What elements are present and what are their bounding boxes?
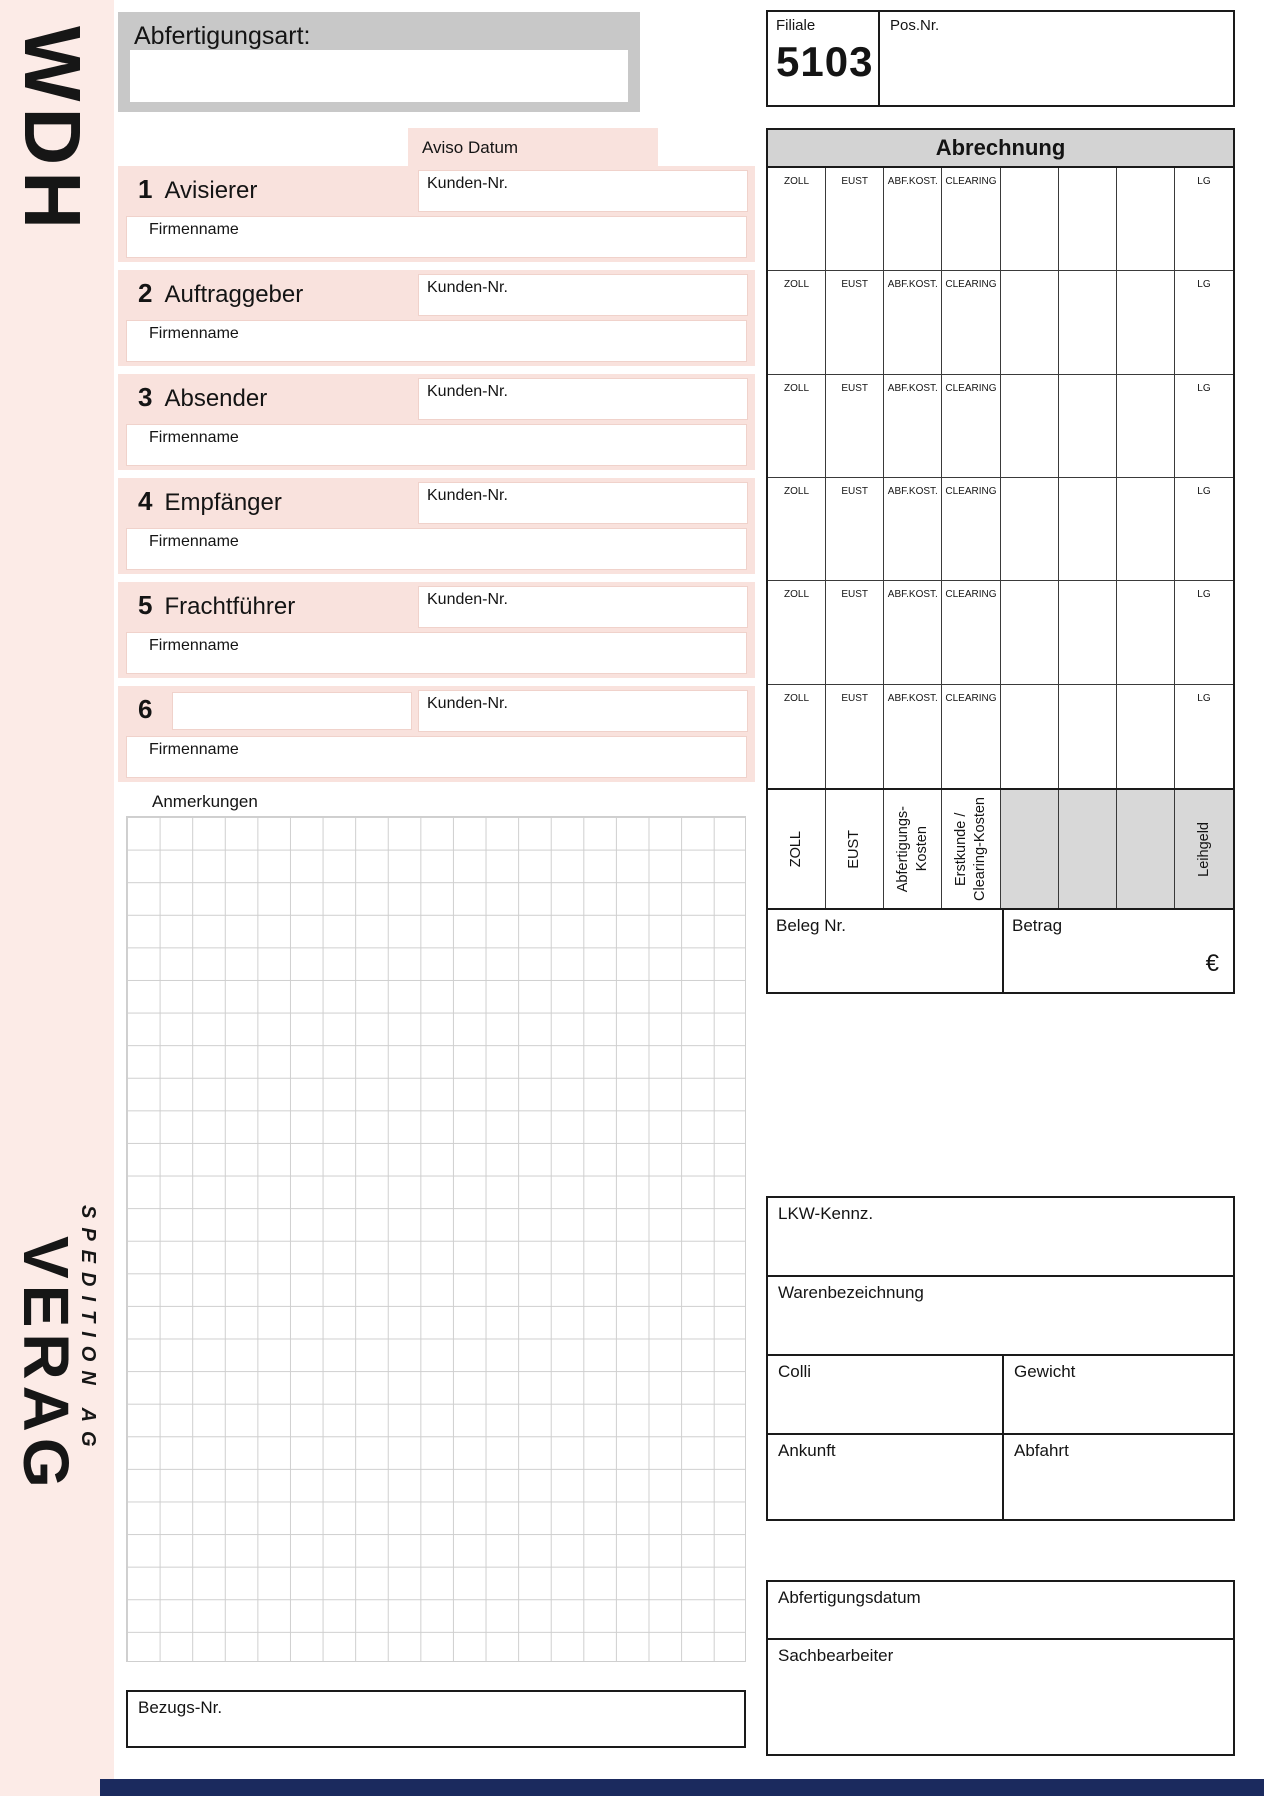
abrechnung-column-label: ZOLL [784, 382, 810, 394]
abfahrt-field[interactable] [1004, 1435, 1233, 1519]
abrechnung-column-label: ZOLL [784, 692, 810, 704]
abrechnung-footer-label: Abfertigungs- Kosten [894, 805, 930, 893]
filiale-posnr-box [766, 10, 1235, 107]
warenbezeichnung-field[interactable] [768, 1277, 1233, 1356]
abrechnung-cell[interactable] [884, 685, 942, 788]
form-code-wdh: WDH [8, 26, 97, 236]
ankunft-abfahrt-row [768, 1435, 1233, 1519]
abrechnung-cell[interactable] [1175, 685, 1233, 788]
abrechnung-cell[interactable] [768, 271, 826, 374]
processing-box [766, 1580, 1235, 1756]
brand-sidebar [0, 0, 114, 1796]
filiale-cell [768, 12, 880, 105]
anmerkungen-grid-field[interactable] [126, 816, 746, 1662]
abrechnung-cell[interactable] [1001, 685, 1059, 788]
party-number: 1 [138, 174, 153, 204]
abrechnung-footer-cell[interactable] [826, 790, 884, 908]
bezugs-nr-label: Bezugs-Nr. [138, 1698, 223, 1717]
colli-label: Colli [778, 1362, 812, 1381]
gewicht-label: Gewicht [1014, 1362, 1076, 1381]
filiale-label: Filiale [776, 17, 816, 34]
aviso-datum-label: Aviso Datum [422, 138, 519, 157]
abrechnung-column-label: ZOLL [784, 279, 810, 291]
abrechnung-cell[interactable] [826, 581, 884, 684]
abrechnung-cell[interactable] [1001, 375, 1059, 478]
abrechnung-column-label: LG [1197, 486, 1211, 497]
party-title [138, 694, 164, 725]
abrechnung-cell[interactable] [826, 375, 884, 478]
abrechnung-cell[interactable] [1001, 478, 1059, 581]
anmerkungen-label: Anmerkungen [152, 792, 258, 811]
abrechnung-cell[interactable] [1001, 168, 1059, 271]
abrechnung-column-label: ZOLL [784, 589, 810, 601]
gewicht-field[interactable] [1004, 1356, 1233, 1433]
abrechnung-column-label: LG [1197, 382, 1211, 394]
firmenname-field[interactable] [126, 736, 747, 778]
firmenname-label: Firmenname [149, 429, 239, 446]
abrechnung-cell[interactable] [942, 168, 1000, 271]
party-section-6 [118, 686, 755, 782]
abfertigungsart-field[interactable] [130, 50, 628, 102]
party-section-avisierer [118, 166, 755, 262]
abrechnung-cell[interactable] [1117, 271, 1175, 374]
firmenname-label: Firmenname [149, 325, 239, 342]
sachbearbeiter-label: Sachbearbeiter [778, 1646, 894, 1665]
party-title [138, 382, 267, 413]
abrechnung-column-label: EUST [841, 279, 869, 291]
abrechnung-cell[interactable] [942, 271, 1000, 374]
abfahrt-label: Abfahrt [1014, 1441, 1069, 1460]
abrechnung-column-label: EUST [841, 486, 869, 497]
abrechnung-column-label: EUST [841, 176, 869, 187]
firmenname-field[interactable] [126, 320, 747, 362]
abrechnung-cell[interactable] [768, 581, 826, 684]
party-role: Frachtführer [164, 593, 296, 620]
abrechnung-cell[interactable] [1175, 581, 1233, 684]
abrechnung-cell[interactable] [884, 478, 942, 581]
firmenname-label: Firmenname [149, 533, 239, 550]
kunden-nr-field[interactable] [418, 274, 748, 316]
abrechnung-footer-label: Erstkunde / Clearing-Kosten [953, 797, 988, 901]
pos-nr-label: Pos.Nr. [890, 17, 940, 34]
ankunft-label: Ankunft [778, 1441, 836, 1460]
party-section-empfaenger [118, 478, 755, 574]
betrag-field[interactable] [1004, 910, 1233, 992]
kunden-nr-field[interactable] [418, 482, 748, 524]
party-title [138, 590, 295, 621]
abrechnung-footer-cell[interactable] [942, 790, 1000, 908]
abrechnung-cell[interactable] [884, 375, 942, 478]
party-section-absender [118, 374, 755, 470]
abrechnung-column-label: LG [1197, 589, 1211, 601]
abrechnung-cell[interactable] [1059, 271, 1117, 374]
party-section-frachtfuehrer [118, 582, 755, 678]
abrechnung-footer-cell[interactable] [1059, 790, 1117, 908]
abfertigungsart-label: Abfertigungsart: [134, 22, 311, 50]
party-section-auftraggeber [118, 270, 755, 366]
euro-currency-symbol: € [1205, 950, 1219, 977]
beleg-nr-field[interactable] [768, 910, 1004, 992]
abrechnung-header [766, 128, 1235, 166]
party-title [138, 174, 257, 205]
kunden-nr-field[interactable] [418, 378, 748, 420]
abrechnung-cell[interactable] [1001, 581, 1059, 684]
kunden-nr-label: Kunden-Nr. [427, 591, 508, 608]
abrechnung-column-label: CLEARING [945, 486, 997, 497]
colli-field[interactable] [768, 1356, 1004, 1433]
abrechnung-footer-cell[interactable] [884, 790, 942, 908]
company-subtitle: SPEDITION AG [77, 1205, 99, 1456]
abrechnung-column-label: ABF.KOST. [887, 279, 938, 291]
lkw-kennz-label: LKW-Kennz. [778, 1204, 874, 1223]
abrechnung-column-label: ABF.KOST. [887, 176, 938, 187]
firmenname-label: Firmenname [149, 221, 239, 238]
warenbezeichnung-label: Warenbezeichnung [778, 1283, 924, 1302]
party-number: 4 [138, 486, 153, 516]
abrechnung-cell[interactable] [768, 375, 826, 478]
party-number: 3 [138, 382, 153, 412]
abrechnung-title: Abrechnung [935, 135, 1066, 160]
party-role: Avisierer [164, 177, 258, 204]
abrechnung-footer-label: Leihgeld [1195, 821, 1212, 877]
party-role: Empfänger [164, 489, 282, 516]
abrechnung-cell[interactable] [1117, 685, 1175, 788]
kunden-nr-field[interactable] [418, 170, 748, 212]
kunden-nr-label: Kunden-Nr. [427, 695, 508, 712]
abrechnung-column-label: LG [1197, 692, 1211, 704]
pos-nr-field[interactable] [880, 12, 1233, 105]
abrechnung-cell[interactable] [1059, 478, 1117, 581]
abrechnung-cell[interactable] [884, 581, 942, 684]
party-number: 6 [138, 694, 153, 724]
abrechnung-cell[interactable] [1175, 375, 1233, 478]
abrechnung-column-label: EUST [841, 589, 869, 601]
abrechnung-cell[interactable] [1175, 168, 1233, 271]
abrechnung-cell[interactable] [1175, 478, 1233, 581]
abrechnung-cell[interactable] [1117, 581, 1175, 684]
footer-bar [100, 1779, 1264, 1796]
filiale-value: 5103 [776, 38, 874, 85]
abfertigungsart-section [118, 12, 640, 112]
firmenname-label: Firmenname [149, 741, 239, 758]
abrechnung-cell[interactable] [942, 375, 1000, 478]
party-role: Absender [164, 385, 268, 412]
beleg-nr-label: Beleg Nr. [776, 916, 846, 935]
shipment-details-box [766, 1196, 1235, 1521]
company-logo-verag: VERAG [10, 1236, 82, 1494]
kunden-nr-field[interactable] [418, 586, 748, 628]
abrechnung-footer-label: ZOLL [788, 830, 805, 868]
abrechnung-footer-cell[interactable] [1117, 790, 1175, 908]
abrechnung-column-label: CLEARING [945, 176, 997, 187]
bezugs-nr-field[interactable] [126, 1690, 746, 1748]
abrechnung-column-label: ABF.KOST. [887, 589, 938, 601]
party-role: Auftraggeber [164, 281, 304, 308]
abrechnung-cell[interactable] [1059, 581, 1117, 684]
kunden-nr-label: Kunden-Nr. [427, 175, 508, 192]
party-number: 2 [138, 278, 153, 308]
abrechnung-column-label: CLEARING [945, 692, 997, 704]
party-title [138, 278, 303, 309]
abrechnung-footer-cell[interactable] [1175, 790, 1233, 908]
abrechnung-column-label: ABF.KOST. [887, 486, 938, 497]
abrechnung-cell[interactable] [826, 478, 884, 581]
abrechnung-cell[interactable] [1117, 375, 1175, 478]
sachbearbeiter-field[interactable] [768, 1640, 1233, 1754]
betrag-label: Betrag [1012, 916, 1063, 935]
abrechnung-column-label: LG [1197, 279, 1211, 291]
firmenname-label: Firmenname [149, 637, 239, 654]
party-role-field[interactable] [172, 692, 412, 730]
party-number: 5 [138, 590, 153, 620]
abfertigungsdatum-field[interactable] [768, 1582, 1233, 1640]
abrechnung-column-label: CLEARING [945, 382, 997, 394]
kunden-nr-label: Kunden-Nr. [427, 279, 508, 296]
abrechnung-grid [766, 166, 1235, 790]
abrechnung-cell[interactable] [1059, 168, 1117, 271]
beleg-betrag-row [766, 910, 1235, 994]
abrechnung-cell[interactable] [768, 685, 826, 788]
abrechnung-cell[interactable] [942, 685, 1000, 788]
firmenname-field[interactable] [126, 528, 747, 570]
kunden-nr-field[interactable] [418, 690, 748, 732]
kunden-nr-label: Kunden-Nr. [427, 487, 508, 504]
abrechnung-column-label: EUST [841, 692, 869, 704]
firmenname-field[interactable] [126, 216, 747, 258]
abrechnung-cell[interactable] [768, 478, 826, 581]
abrechnung-cell[interactable] [826, 685, 884, 788]
abrechnung-cell[interactable] [826, 168, 884, 271]
abrechnung-column-label: ZOLL [784, 486, 810, 497]
abrechnung-cell[interactable] [884, 168, 942, 271]
abrechnung-footer-cell[interactable] [768, 790, 826, 908]
abrechnung-cell[interactable] [942, 581, 1000, 684]
party-title [138, 486, 282, 517]
ankunft-field[interactable] [768, 1435, 1004, 1519]
abrechnung-cell[interactable] [942, 478, 1000, 581]
abrechnung-column-label: LG [1197, 176, 1211, 187]
abrechnung-cell[interactable] [1117, 478, 1175, 581]
abrechnung-cell[interactable] [1059, 685, 1117, 788]
abrechnung-column-label: ABF.KOST. [887, 692, 938, 704]
abrechnung-cell[interactable] [1059, 375, 1117, 478]
aviso-datum-strip [408, 128, 658, 166]
abrechnung-cell[interactable] [884, 271, 942, 374]
kunden-nr-label: Kunden-Nr. [427, 383, 508, 400]
abrechnung-column-label: EUST [841, 382, 869, 394]
abrechnung-column-label: ZOLL [784, 176, 810, 187]
abrechnung-cell[interactable] [826, 271, 884, 374]
abrechnung-column-label: CLEARING [945, 279, 997, 291]
abrechnung-footer [766, 790, 1235, 910]
abrechnung-cell[interactable] [1117, 168, 1175, 271]
abrechnung-footer-label: EUST [846, 829, 863, 869]
abrechnung-footer-cell[interactable] [1001, 790, 1059, 908]
lkw-kennz-field[interactable] [768, 1198, 1233, 1277]
firmenname-field[interactable] [126, 632, 747, 674]
firmenname-field[interactable] [126, 424, 747, 466]
abrechnung-cell[interactable] [1175, 271, 1233, 374]
abfertigungsdatum-label: Abfertigungsdatum [778, 1588, 921, 1607]
abrechnung-column-label: CLEARING [945, 589, 997, 601]
abrechnung-column-label: ABF.KOST. [887, 382, 938, 394]
colli-gewicht-row [768, 1356, 1233, 1435]
abrechnung-cell[interactable] [768, 168, 826, 271]
abrechnung-cell[interactable] [1001, 271, 1059, 374]
